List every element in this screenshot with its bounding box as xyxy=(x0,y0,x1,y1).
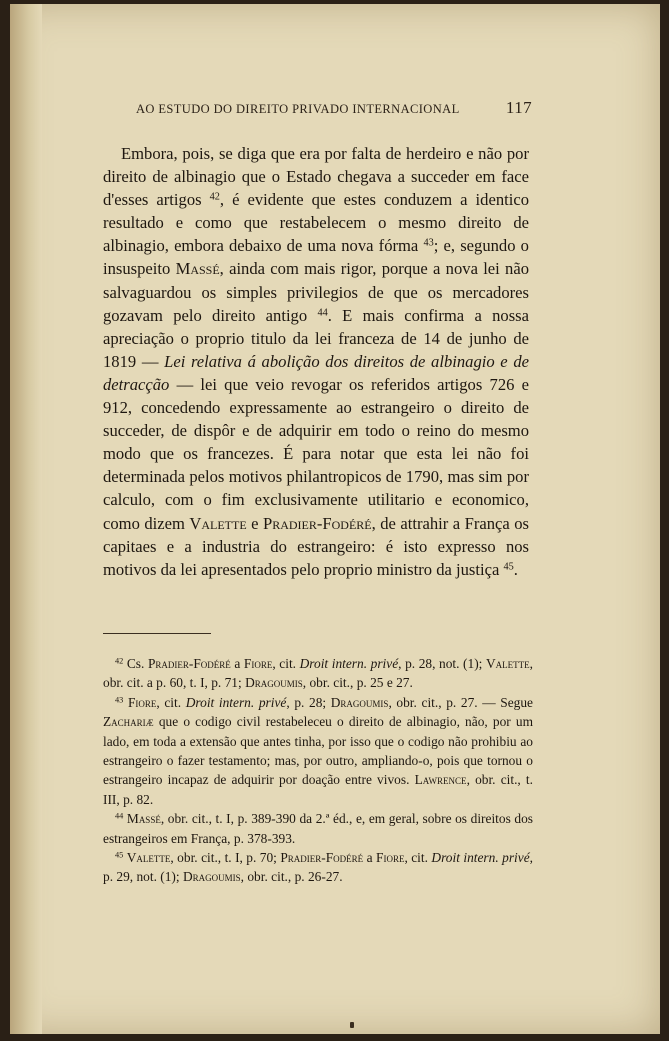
footnote-43: $^{43}$ Fiore, cit. Droit intern. privé, p. 28; Dragoumis, obr. cit., p. 27. — Segue Zachariæ que o codigo civil restabeleceu o direito de albinagio, não, por um lado, em toda a extensão que antes tinha, por isso que o codigo não prohibiu ao estrangeiro o fazer testamento; mas, por outro, ampliando-o, pois que tornou o estrangeiro incapaz de adquirir por doação entre vivos. Lawrence, obr. cit., t. III, p. 82. xyxy=(103,694,534,807)
main-text xyxy=(103,142,529,581)
body-paragraph: Embora, pois, se diga que era por falta de herdeiro e não por direito de albinagio que o Estado chegava a succeder em face d'esses artigos $^{42}$, é evidente que estes conduzem a identico resultado e como que restabelecem o mesmo direito de albinagio, embora debaixo de uma nova fórma $^{43}$; e, segundo o insuspeito Massé, ainda com mais rigor, porque a nova lei não salvaguardou os simples privilegios de que os mercadores gozavam pelo direito antigo $^{44}$. E mais confirma a nossa apreciação o proprio titulo da lei franceza de 14 de junho de 1819 — Lei relativa á abolição dos direitos de albinagio e de detracção — lei que veio revogar os referidos artigos 726 e 912, concedendo expressamente ao estrangeiro o direito de succeder, de dispôr e de adquirir em todo o reino do mesmo modo que os francezes. É para notar que esta lei não foi determinada pelos motivos philantropicos de 1790, mas sim por calculo, com o fim exclusivamente utilitario e economico, como dizem Valette e Pradier-Fodéré, de attrahir a França os capitaes e a industria do estrangeiro: é isto expresso nos motivos da lei apresentados pelo proprio ministro da justiça $^{45}$. xyxy=(103,144,529,579)
page-gutter xyxy=(10,4,42,1034)
author-name: Massé xyxy=(175,259,220,279)
footnote-42: $^{42}$ Cs. Pradier-Fodéré a Fiore, cit. Droit intern. privé, p. 28, not. (1); Valette, obr. cit. a p. 60, t. I, p. 71; Dragoumis, obr. cit., p. 25 e 27. xyxy=(103,656,534,691)
footnote-44: $^{44}$ Massé, obr. cit., t. I, p. 389-390 da 2.ª éd., e, em geral, sobre os direitos dos estrangeiros em França, p. 378-393. xyxy=(103,811,533,846)
author-name: Valette xyxy=(189,513,247,533)
running-title: AO ESTUDO DO DIREITO PRIVADO INTERNACIONAL xyxy=(136,102,460,116)
law-title: Lei relativa á abolição dos direitos de albinagio e de detracção xyxy=(103,351,529,394)
author-name: Pradier-Fodéré xyxy=(262,513,372,533)
signature-mark xyxy=(350,1022,354,1028)
footnote-ref-42[interactable]: 42 xyxy=(209,191,220,203)
footnote-45: $^{45}$ Valette, obr. cit., t. I, p. 70; Pradier-Fodéré a Fiore, cit. Droit intern. privé, p. 29, not. (1); Dragoumis, obr. cit., p. 26-27. xyxy=(103,850,533,885)
footnote-ref-45[interactable]: 45 xyxy=(503,561,514,573)
footnote-ref-43[interactable]: 43 xyxy=(423,237,434,249)
page-number: 117 xyxy=(505,98,532,117)
footnote-separator xyxy=(103,633,211,634)
footnote-ref-44[interactable]: 44 xyxy=(317,307,328,318)
footnotes xyxy=(103,654,533,887)
